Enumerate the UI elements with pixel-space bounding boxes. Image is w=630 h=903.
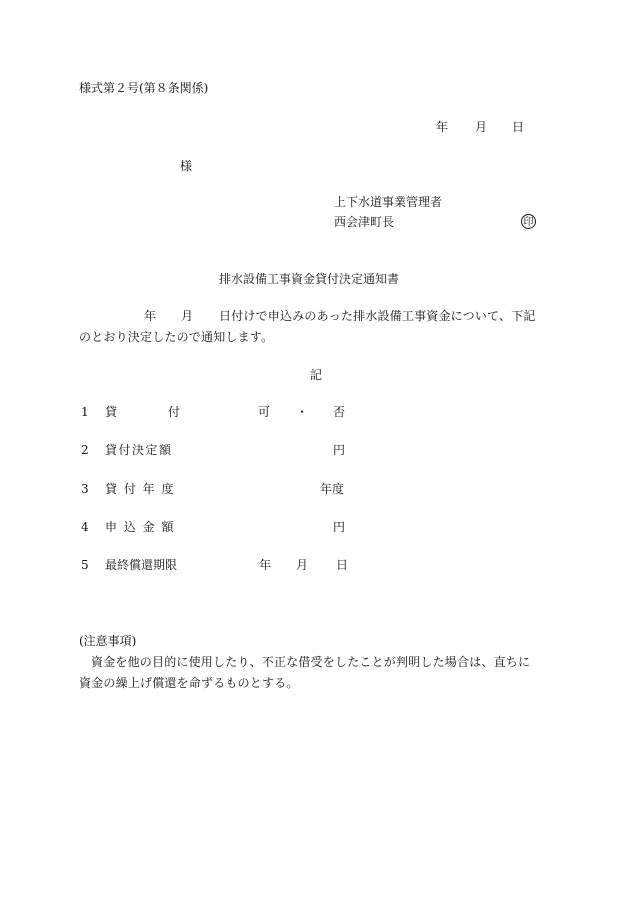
item-number: 2 — [81, 443, 89, 457]
addressee-honorific: 様 — [180, 159, 193, 173]
notes-line-1: 資金を他の目的に使用したり、不正な借受をしたことが判明した場合は、直ちに — [91, 655, 531, 669]
body-line-1: 日付けで申込みのあった排水設備工事資金について、下記 — [219, 309, 536, 323]
item-value-unit: 円 — [333, 443, 346, 457]
seal-mark: 印 — [521, 214, 536, 229]
body-line-2: のとおり決定したので通知します。 — [79, 330, 274, 344]
item-value-reject: 否 — [333, 405, 346, 419]
date-year-label: 年 — [436, 120, 449, 134]
sender-title: 上下水道事業管理者 — [334, 195, 443, 209]
item-label: 貸付決定額 — [105, 443, 173, 457]
notes-heading: (注意事項) — [79, 634, 137, 648]
form-reference: 様式第２号(第８条関係) — [79, 81, 209, 95]
item-value-approve: 可 — [258, 405, 271, 419]
item-number: 1 — [81, 405, 89, 419]
item-label: 貸 — [105, 405, 118, 419]
item-number: 4 — [81, 520, 89, 534]
item-label: 最終償還期限 — [105, 558, 178, 572]
item-number: 3 — [81, 482, 89, 496]
item-year-label: 年 — [259, 558, 272, 572]
item-label: 付 — [168, 405, 181, 419]
item-month-label: 月 — [296, 558, 309, 572]
item-value-unit: 年度 — [320, 482, 345, 496]
notes-line-2: 資金の繰上げ償還を命ずるものとする。 — [79, 676, 299, 690]
date-day-label: 日 — [512, 120, 525, 134]
body-year-label: 年 — [144, 309, 157, 323]
ki-heading: 記 — [310, 368, 323, 382]
document-title: 排水設備工事資金貸付決定通知書 — [219, 272, 400, 286]
body-month-label: 月 — [181, 309, 194, 323]
item-day-label: 日 — [336, 558, 349, 572]
item-value-unit: 円 — [333, 520, 346, 534]
date-month-label: 月 — [475, 120, 488, 134]
sender-name: 西会津町長 — [334, 215, 395, 229]
item-label: 貸 付 年 度 — [105, 482, 175, 496]
item-number: 5 — [81, 558, 89, 572]
item-label: 申 込 金 額 — [105, 520, 175, 534]
item-separator: ・ — [296, 405, 309, 419]
